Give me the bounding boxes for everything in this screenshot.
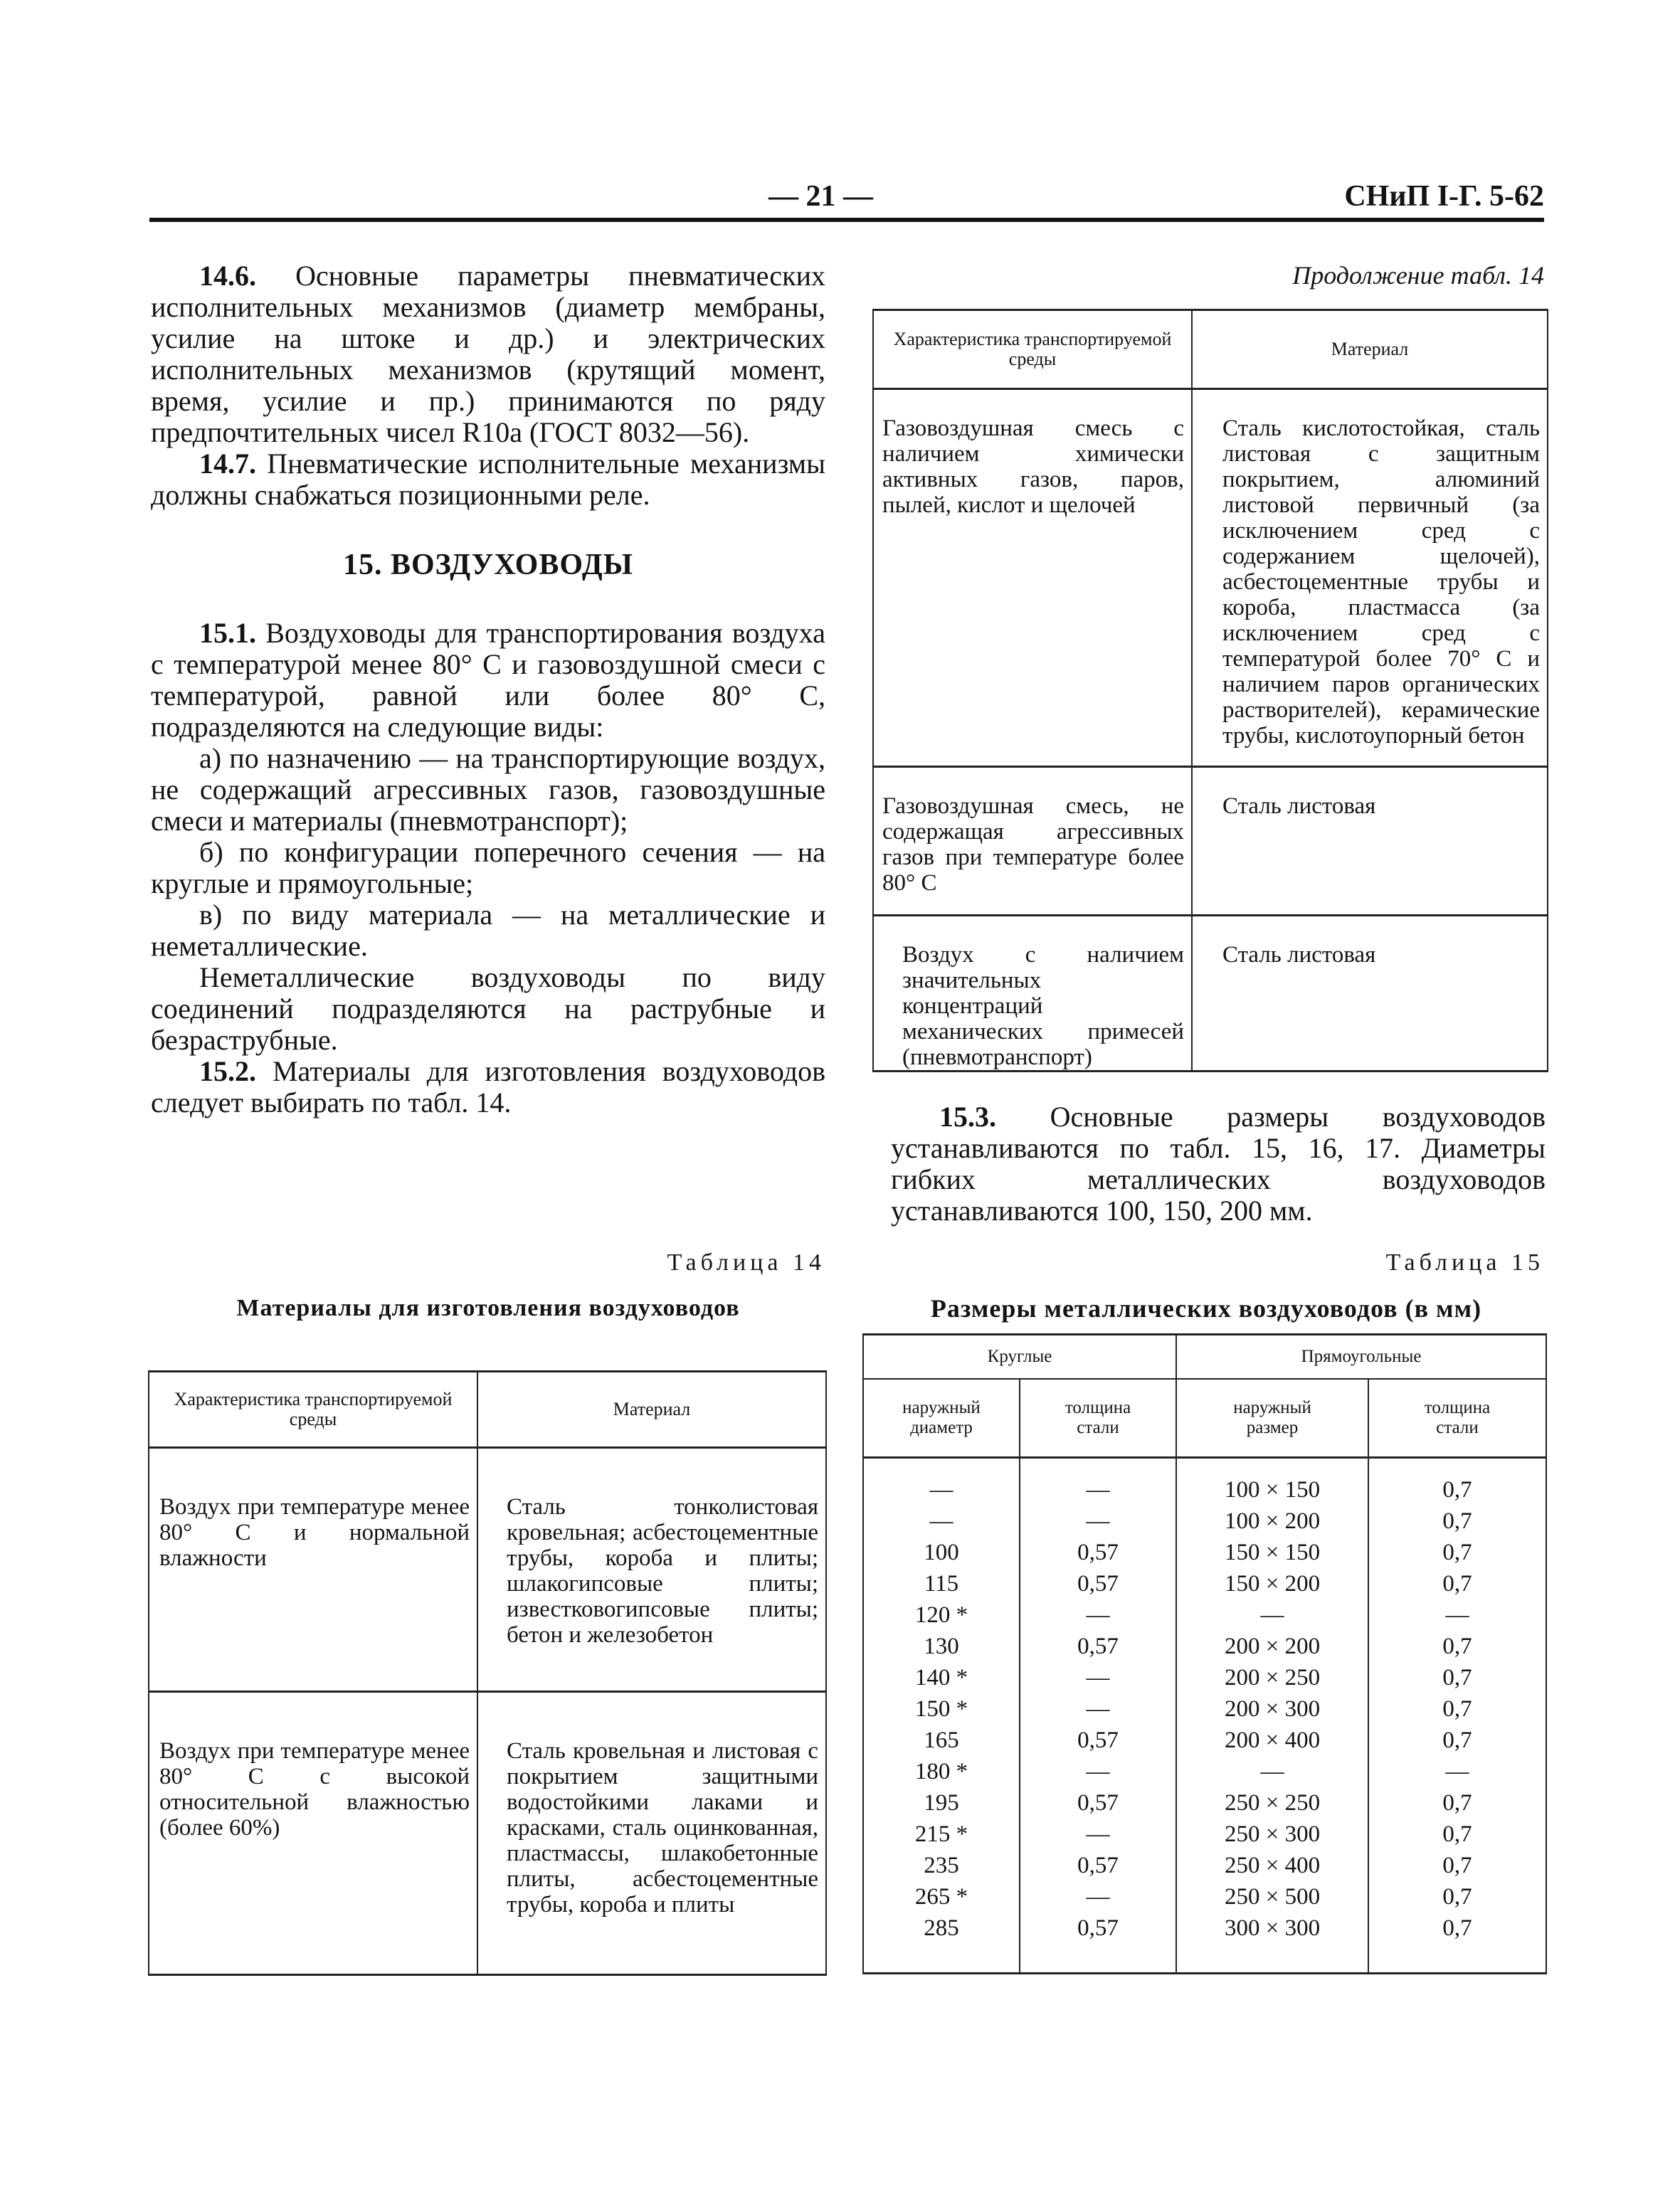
clause-number: 15.2. [199, 1055, 256, 1087]
outer-size-cell: 200 × 300 [1176, 1693, 1368, 1725]
column-header: Характеристика транспортируемой среды [149, 1372, 477, 1448]
outer-diameter-cell: 165 [863, 1725, 1020, 1756]
outer-diameter-cell: — [863, 1506, 1020, 1537]
material-cell: Сталь тонколистовая кровельная; асбестоцементные трубы, короба и плиты; шлакогипсовые плиты; известковогипсовые плиты; бетон и железобетон [507, 1494, 818, 1648]
outer-size-cell: 250 × 500 [1176, 1881, 1368, 1912]
round-thickness-cell: 0,57 [1020, 1850, 1176, 1881]
table-15 [862, 1333, 1546, 1974]
clause-number: 14.7. [199, 448, 256, 480]
clause-number: 15.3. [939, 1101, 996, 1133]
table-row [863, 1725, 1546, 1756]
material-cell: Сталь листовая [1222, 942, 1376, 968]
list-item-a: а) по назначению — на транспортирующие воздух, не содержащий агрессивных газов, газовоздушные смеси и материалы (пневмотранспорт); [151, 742, 825, 837]
outer-size-cell: 200 × 200 [1176, 1631, 1368, 1662]
round-thickness-cell: — [1020, 1458, 1176, 1506]
table-15-body [863, 1458, 1546, 1974]
paragraph-14-6 [151, 260, 825, 448]
clause-text: Материалы для изготовления воздуховодов следует выбирать по табл. 14. [151, 1055, 825, 1118]
material-cell: Сталь кровельная и листовая с покрытием защитными водостойкими лаками и красками, сталь оцинкованная, пластмассы, шлакобетонные плиты, асбестоцементные трубы, короба и плиты [507, 1738, 818, 1917]
rect-thickness-cell: 0,7 [1368, 1725, 1546, 1756]
table-row [873, 767, 1548, 916]
material-cell: Сталь кислотостойкая, сталь листовая с защитным покрытием, алюминий листовой первичный (за исключением сред с содержанием щелочей), асбестоцементные трубы и короба, пластмасса (за исключением сред с температурой более 70° С и наличием паров органических растворителей), керамические трубы, кислотоупорный бетон [1222, 416, 1540, 748]
round-thickness-cell: — [1020, 1599, 1176, 1631]
table-15-label: Таблица 15 [1385, 1249, 1544, 1276]
rect-thickness-cell: 0,7 [1368, 1537, 1546, 1568]
table-14 [148, 1370, 825, 1976]
table-row [863, 1568, 1546, 1599]
outer-diameter-cell: 130 [863, 1631, 1020, 1662]
table-row [863, 1599, 1546, 1631]
outer-diameter-cell: 180 * [863, 1756, 1020, 1787]
rect-thickness-cell: 0,7 [1368, 1819, 1546, 1850]
outer-size-cell: 300 × 300 [1176, 1912, 1368, 1974]
outer-diameter-cell: 215 * [863, 1819, 1020, 1850]
medium-cell: Газовоздушная смесь с наличием химически активных газов, паров, пылей, кислот и щелочей [882, 416, 1184, 518]
column-header: толщина стали [1020, 1379, 1176, 1458]
rect-thickness-cell: 0,7 [1368, 1693, 1546, 1725]
header-rule [149, 218, 1544, 222]
table-14-grid [148, 1370, 827, 1976]
table-14-continued [872, 309, 1547, 1072]
medium-cell: Воздух при температуре менее 80° С и нормальной влажности [159, 1494, 470, 1571]
page-number: — 21 — [768, 180, 873, 213]
outer-size-cell: 200 × 250 [1176, 1662, 1368, 1693]
clause-text: Пневматические исполнительные механизмы должны снабжаться позиционными реле. [151, 448, 825, 511]
paragraph-15-1 [151, 618, 825, 743]
rect-thickness-cell: 0,7 [1368, 1631, 1546, 1662]
list-item-b: б) по конфигурации поперечного сечения — на круглые и прямоугольные; [151, 836, 825, 899]
outer-diameter-cell: 195 [863, 1787, 1020, 1819]
paragraph-14-7 [151, 448, 825, 511]
left-column [151, 260, 825, 1118]
clause-text: Основные размеры воздуховодов устанавливаются по табл. 15, 16, 17. Диаметры гибких металлических воздуховодов устанавливаются 100, 150, 200 мм. [891, 1101, 1546, 1227]
paragraph-15-2 [151, 1056, 825, 1118]
rect-thickness-cell: 0,7 [1368, 1850, 1546, 1881]
outer-size-cell: 150 × 200 [1176, 1568, 1368, 1599]
table-14-continued-grid [872, 309, 1548, 1072]
table-row [873, 389, 1548, 767]
paragraph-nonmetal: Неметаллические воздуховоды по виду соединений подразделяются на раструбные и безраструбные. [151, 961, 825, 1056]
clause-number: 14.6. [199, 260, 256, 292]
outer-size-cell: 100 × 200 [1176, 1506, 1368, 1537]
table-15-grid [862, 1333, 1547, 1974]
outer-diameter-cell: 120 * [863, 1599, 1020, 1631]
round-thickness-cell: 0,57 [1020, 1631, 1176, 1662]
table-row [863, 1912, 1546, 1974]
round-thickness-cell: — [1020, 1662, 1176, 1693]
outer-size-cell: — [1176, 1756, 1368, 1787]
round-thickness-cell: 0,57 [1020, 1537, 1176, 1568]
medium-cell: Газовоздушная смесь, не содержащая агрессивных газов при температуре более 80° С [882, 793, 1184, 896]
table-row [863, 1537, 1546, 1568]
rect-thickness-cell: 0,7 [1368, 1458, 1546, 1506]
table-row [863, 1693, 1546, 1725]
table-row [863, 1756, 1546, 1787]
medium-cell: Воздух при температуре менее 80° С с высокой относительной влажностью (более 60%) [159, 1738, 470, 1841]
clause-number: 15.1. [199, 617, 256, 649]
table-row [863, 1662, 1546, 1693]
clause-text: Воздуховоды для транспортирования воздуха с температурой менее 80° С и газовоздушной смеси с температурой, равной или более 80° С, подразделяются на следующие виды: [151, 617, 825, 743]
section-title: 15. ВОЗДУХОВОДЫ [342, 549, 634, 581]
outer-size-cell: 250 × 250 [1176, 1787, 1368, 1819]
table-14-label: Таблица 14 [667, 1249, 825, 1276]
rect-thickness-cell: 0,7 [1368, 1787, 1546, 1819]
table-14-caption: Материалы для изготовления воздуховодов [236, 1295, 740, 1321]
list-item-c: в) по виду материала — на металлические и неметаллические. [151, 899, 825, 962]
rect-thickness-cell: 0,7 [1368, 1506, 1546, 1537]
table-row [863, 1881, 1546, 1912]
medium-cell: Воздух с наличием значительных концентраций механических примесей (пневмотранспорт) [902, 942, 1184, 1070]
outer-size-cell: 200 × 400 [1176, 1725, 1368, 1756]
table-row [863, 1506, 1546, 1537]
table-14-continued-label: Продолжение табл. 14 [1292, 261, 1544, 290]
rect-thickness-cell: 0,7 [1368, 1662, 1546, 1693]
group-header-round: Круглые [863, 1335, 1176, 1380]
outer-diameter-cell: 100 [863, 1537, 1020, 1568]
outer-diameter-cell: 140 * [863, 1662, 1020, 1693]
document-code: СНиП I-Г. 5-62 [1344, 180, 1544, 213]
paragraph-15-3 [891, 1101, 1546, 1227]
table-row [863, 1458, 1546, 1506]
outer-size-cell: 250 × 400 [1176, 1850, 1368, 1881]
outer-size-cell: — [1176, 1599, 1368, 1631]
round-thickness-cell: 0,57 [1020, 1725, 1176, 1756]
rect-thickness-cell: 0,7 [1368, 1881, 1546, 1912]
round-thickness-cell: — [1020, 1756, 1176, 1787]
outer-diameter-cell: 150 * [863, 1693, 1020, 1725]
column-header: Характеристика транспортируемой среды [873, 310, 1192, 389]
column-header: Материал [1192, 310, 1548, 389]
outer-size-cell: 100 × 150 [1176, 1458, 1368, 1506]
group-header-rectangular: Прямоугольные [1176, 1335, 1546, 1380]
column-header: толщина стали [1368, 1379, 1546, 1458]
round-thickness-cell: — [1020, 1506, 1176, 1537]
round-thickness-cell: 0,57 [1020, 1568, 1176, 1599]
outer-diameter-cell: 285 [863, 1912, 1020, 1974]
table-15-caption: Размеры металлических воздуховодов (в мм) [930, 1294, 1482, 1323]
material-cell: Сталь листовая [1222, 793, 1376, 819]
outer-size-cell: 150 × 150 [1176, 1537, 1368, 1568]
outer-diameter-cell: — [863, 1458, 1020, 1506]
table-row [873, 916, 1548, 1072]
table-row [863, 1819, 1546, 1850]
table-row [863, 1850, 1546, 1881]
table-row [149, 1692, 826, 1975]
outer-size-cell: 250 × 300 [1176, 1819, 1368, 1850]
column-header: наружный размер [1176, 1379, 1368, 1458]
clause-text: Основные параметры пневматических исполнительных механизмов (диаметр мембраны, усилие на штоке и др.) и электрических исполнительных механизмов (крутящий момент, время, усилие и пр.) принимаются по ряду предпочтительных чисел R10a (ГОСТ 8032—56). [151, 260, 825, 448]
right-column [891, 1101, 1546, 1227]
round-thickness-cell: — [1020, 1819, 1176, 1850]
rect-thickness-cell: — [1368, 1756, 1546, 1787]
outer-diameter-cell: 235 [863, 1850, 1020, 1881]
table-row [863, 1631, 1546, 1662]
outer-diameter-cell: 265 * [863, 1881, 1020, 1912]
table-row [863, 1787, 1546, 1819]
rect-thickness-cell: 0,7 [1368, 1912, 1546, 1974]
outer-diameter-cell: 115 [863, 1568, 1020, 1599]
table-row [149, 1448, 826, 1692]
column-header: наружный диаметр [863, 1379, 1020, 1458]
round-thickness-cell: 0,57 [1020, 1912, 1176, 1974]
round-thickness-cell: — [1020, 1693, 1176, 1725]
rect-thickness-cell: — [1368, 1599, 1546, 1631]
rect-thickness-cell: 0,7 [1368, 1568, 1546, 1599]
round-thickness-cell: 0,57 [1020, 1787, 1176, 1819]
column-header: Материал [477, 1372, 826, 1448]
round-thickness-cell: — [1020, 1881, 1176, 1912]
